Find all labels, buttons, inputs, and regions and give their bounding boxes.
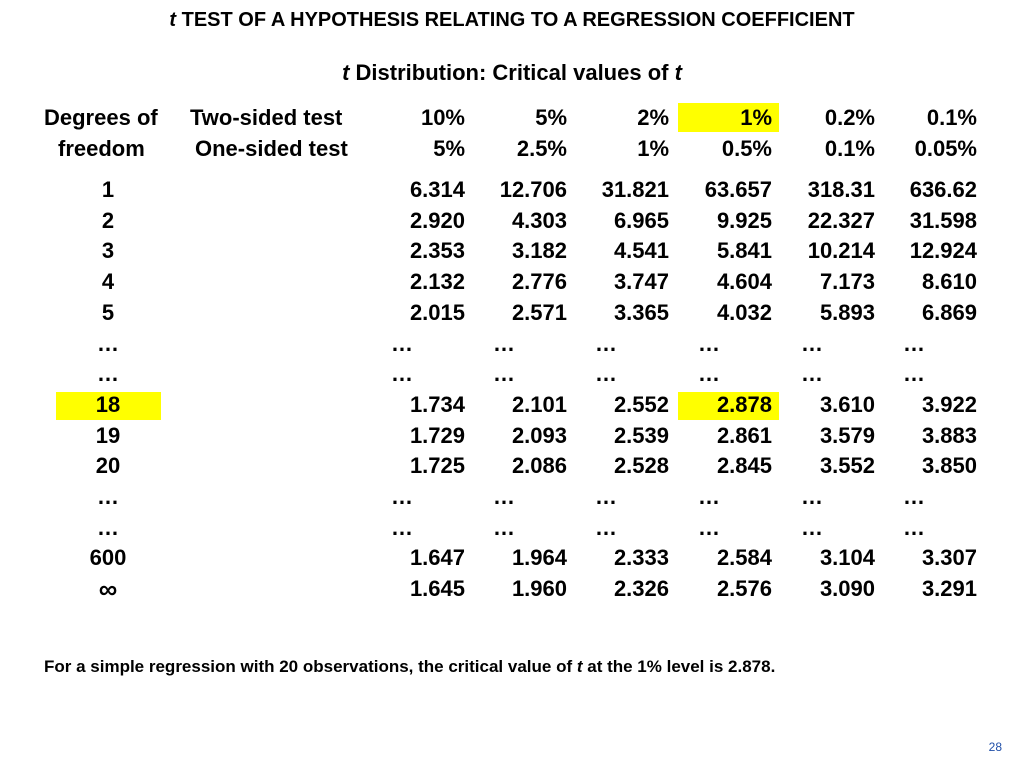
- critical-value-cell: 2.878: [716, 392, 772, 417]
- critical-value-cell: 1.734: [409, 392, 465, 417]
- critical-value-cell: …: [903, 331, 925, 356]
- critical-value-cell: 3.291: [921, 576, 977, 601]
- critical-value-cell: 2.333: [613, 545, 669, 570]
- critical-value-cell: …: [391, 484, 413, 509]
- critical-value-cell: …: [801, 484, 823, 509]
- one-sided-level-0: 5%: [433, 136, 465, 161]
- critical-value-cell: 3.552: [819, 453, 875, 478]
- df-header-line2: freedom: [58, 136, 145, 161]
- critical-value-cell: …: [903, 361, 925, 386]
- critical-value-cell: …: [391, 361, 413, 386]
- two-sided-level-0: 10%: [420, 105, 465, 130]
- critical-value-cell: …: [903, 484, 925, 509]
- df-value: 20: [95, 453, 121, 478]
- critical-value-cell: …: [391, 331, 413, 356]
- table-caption: [0, 60, 1024, 86]
- critical-value-cell: 2.132: [409, 269, 465, 294]
- critical-value-cell: 4.032: [716, 300, 772, 325]
- critical-value-cell: 3.182: [511, 238, 567, 263]
- critical-value-cell: 2.539: [613, 423, 669, 448]
- critical-value-cell: 3.747: [613, 269, 669, 294]
- critical-value-cell: 1.647: [409, 545, 465, 570]
- two-sided-level-4: 0.2%: [824, 105, 875, 130]
- title-t-symbol: t: [169, 9, 177, 31]
- critical-value-cell: 2.584: [716, 545, 772, 570]
- critical-value-cell: 4.604: [716, 269, 772, 294]
- critical-value-cell: 1.729: [409, 423, 465, 448]
- critical-value-cell: 3.104: [819, 545, 875, 570]
- df-value: …: [97, 515, 119, 540]
- critical-value-cell: 2.528: [613, 453, 669, 478]
- note-t-symbol: t: [576, 657, 583, 676]
- critical-value-cell: …: [801, 331, 823, 356]
- critical-value-cell: 6.965: [613, 208, 669, 233]
- critical-value-cell: …: [698, 484, 720, 509]
- critical-value-cell: 2.326: [613, 576, 669, 601]
- critical-value-cell: …: [493, 331, 515, 356]
- critical-value-cell: …: [493, 361, 515, 386]
- caption-t-symbol-2: t: [674, 60, 682, 85]
- df-value: 18: [95, 392, 121, 417]
- one-sided-level-5: 0.05%: [914, 136, 977, 161]
- two-sided-test-label: Two-sided test: [190, 105, 343, 130]
- critical-value-cell: 2.101: [511, 392, 567, 417]
- critical-value-cell: …: [903, 515, 925, 540]
- df-value: 4: [101, 269, 115, 294]
- two-sided-level-1: 5%: [535, 105, 567, 130]
- critical-value-cell: 1.964: [511, 545, 567, 570]
- critical-value-cell: 318.31: [807, 177, 875, 202]
- critical-value-cell: …: [595, 331, 617, 356]
- critical-value-cell: 4.303: [511, 208, 567, 233]
- critical-value-cell: 2.552: [613, 392, 669, 417]
- critical-value-cell: …: [698, 331, 720, 356]
- critical-value-cell: 2.776: [511, 269, 567, 294]
- critical-value-cell: 4.541: [613, 238, 669, 263]
- one-sided-level-3: 0.5%: [721, 136, 772, 161]
- critical-value-cell: 1.725: [409, 453, 465, 478]
- critical-value-cell: 3.922: [921, 392, 977, 417]
- df-value: …: [97, 361, 119, 386]
- critical-value-cell: …: [801, 515, 823, 540]
- critical-value-cell: 3.365: [613, 300, 669, 325]
- critical-value-cell: 31.598: [909, 208, 977, 233]
- critical-value-cell: 2.571: [511, 300, 567, 325]
- critical-value-cell: 10.214: [807, 238, 875, 263]
- critical-value-cell: 1.645: [409, 576, 465, 601]
- note-text-before: For a simple regression with 20 observations, the critical value of: [44, 657, 577, 676]
- critical-value-cell: 3.307: [921, 545, 977, 570]
- df-value: 600: [89, 545, 127, 570]
- df-value: 2: [101, 208, 115, 233]
- critical-value-cell: 12.924: [909, 238, 977, 263]
- critical-value-cell: 3.579: [819, 423, 875, 448]
- critical-value-cell: …: [698, 515, 720, 540]
- critical-value-cell: 63.657: [704, 177, 772, 202]
- critical-value-cell: …: [595, 484, 617, 509]
- critical-value-cell: …: [493, 515, 515, 540]
- critical-value-cell: 2.576: [716, 576, 772, 601]
- critical-value-cell: 6.314: [409, 177, 465, 202]
- df-value: ∞: [98, 574, 118, 604]
- note-text-after: at the 1% level is 2.878.: [582, 657, 776, 676]
- critical-value-cell: 31.821: [601, 177, 669, 202]
- critical-value-cell: 2.861: [716, 423, 772, 448]
- critical-value-cell: 6.869: [921, 300, 977, 325]
- caption-t-symbol-1: t: [342, 60, 350, 85]
- df-value: 1: [101, 177, 115, 202]
- critical-value-cell: 3.090: [819, 576, 875, 601]
- critical-value-cell: 636.62: [909, 177, 977, 202]
- one-sided-test-label: One-sided test: [195, 136, 348, 161]
- critical-value-cell: 5.893: [819, 300, 875, 325]
- two-sided-level-2: 2%: [637, 105, 669, 130]
- one-sided-level-4: 0.1%: [824, 136, 875, 161]
- two-sided-level-5: 0.1%: [926, 105, 977, 130]
- df-value: …: [97, 484, 119, 509]
- df-value: …: [97, 331, 119, 356]
- critical-value-cell: 2.093: [511, 423, 567, 448]
- critical-value-cell: 3.610: [819, 392, 875, 417]
- title-text: TEST OF A HYPOTHESIS RELATING TO A REGRESSION COEFFICIENT: [176, 9, 855, 31]
- critical-value-cell: 2.845: [716, 453, 772, 478]
- critical-value-cell: 22.327: [807, 208, 875, 233]
- caption-text: Distribution: Critical values of: [349, 60, 675, 85]
- one-sided-level-2: 1%: [637, 136, 669, 161]
- critical-value-cell: 2.920: [409, 208, 465, 233]
- critical-value-cell: 5.841: [716, 238, 772, 263]
- conclusion-note: [44, 656, 775, 678]
- critical-value-cell: 2.015: [409, 300, 465, 325]
- critical-value-cell: 12.706: [499, 177, 567, 202]
- critical-value-cell: 2.086: [511, 453, 567, 478]
- critical-value-cell: 7.173: [819, 269, 875, 294]
- critical-value-cell: 3.850: [921, 453, 977, 478]
- critical-value-cell: …: [595, 361, 617, 386]
- critical-value-cell: …: [391, 515, 413, 540]
- df-value: 19: [95, 423, 121, 448]
- one-sided-level-1: 2.5%: [516, 136, 567, 161]
- df-header-line1: Degrees of: [44, 105, 158, 130]
- critical-value-cell: 8.610: [921, 269, 977, 294]
- df-value: 3: [101, 238, 115, 263]
- critical-value-cell: …: [801, 361, 823, 386]
- critical-value-cell: 9.925: [716, 208, 772, 233]
- slide-title: [0, 8, 1024, 32]
- df-value: 5: [101, 300, 115, 325]
- critical-value-cell: …: [595, 515, 617, 540]
- critical-value-cell: …: [493, 484, 515, 509]
- critical-value-cell: …: [698, 361, 720, 386]
- critical-value-cell: 1.960: [511, 576, 567, 601]
- two-sided-level-3: 1%: [740, 105, 772, 130]
- critical-value-cell: 2.353: [409, 238, 465, 263]
- page-number: 28: [988, 740, 1002, 754]
- critical-value-cell: 3.883: [921, 423, 977, 448]
